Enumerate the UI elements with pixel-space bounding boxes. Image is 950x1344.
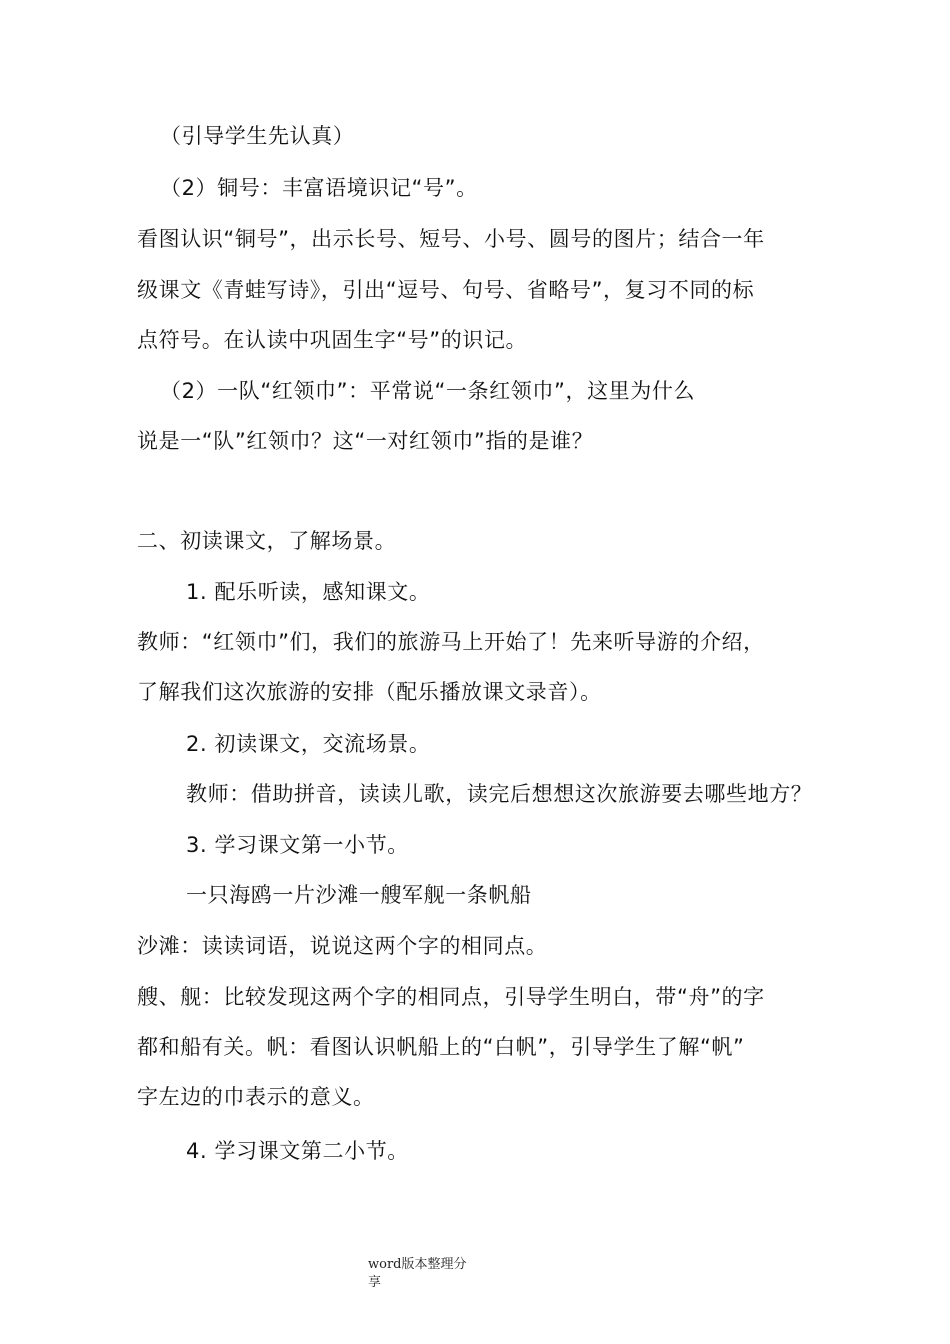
- text-line-17: 艘、舰：比较发现这两个字的相同点，引导学生明白，带“舟”的字: [137, 985, 765, 1009]
- text-line-20: 4. 学习课文第二小节。: [186, 1139, 409, 1163]
- text-line-15: 一只海鸥一片沙滩一艘军舰一条帆船: [186, 883, 532, 907]
- text-line-5: 点符号。在认读中巩固生字“号”的识记。: [137, 328, 528, 352]
- section-heading: 二、初读课文，了解场景。: [137, 529, 397, 553]
- text-line-11: 了解我们这次旅游的安排（配乐播放课文录音）。: [137, 680, 602, 704]
- text-line-4: 级课文《青蛙写诗》，引出“逗号、句号、省略号”，复习不同的标: [137, 278, 755, 302]
- text-line-12: 2. 初读课文，交流场景。: [186, 732, 431, 756]
- text-line-16: 沙滩：读读词语，说说这两个字的相同点。: [137, 934, 548, 958]
- text-line-18: 都和船有关。帆：看图认识帆船上的“白帆”，引导学生了解“帆”: [137, 1035, 745, 1059]
- text-line-6: （2）一队“红领巾”：平常说“一条红领巾”，这里为什么: [160, 379, 696, 403]
- text-line-7: 说是一“队”红领巾？这“一对红领巾”指的是谁？: [137, 429, 594, 453]
- text-line-13: 教师：借助拼音，读读儿歌，读完后想想这次旅游要去哪些地方？: [186, 782, 813, 806]
- text-line-2: （2）铜号：丰富语境识记“号”。: [160, 176, 478, 200]
- text-line-10: 教师：“红领巾”们，我们的旅游马上开始了！先来听导游的介绍，: [137, 630, 765, 654]
- text-line-19: 字左边的巾表示的意义。: [137, 1085, 375, 1109]
- text-line-14: 3. 学习课文第一小节。: [186, 833, 409, 857]
- page-footer: word版本整理分享: [368, 1257, 467, 1290]
- text-line-3: 看图认识“铜号”，出示长号、短号、小号、圆号的图片；结合一年: [137, 227, 765, 251]
- text-line-1: （引导学生先认真）: [160, 124, 355, 148]
- text-line-9: 1. 配乐听读，感知课文。: [186, 580, 431, 604]
